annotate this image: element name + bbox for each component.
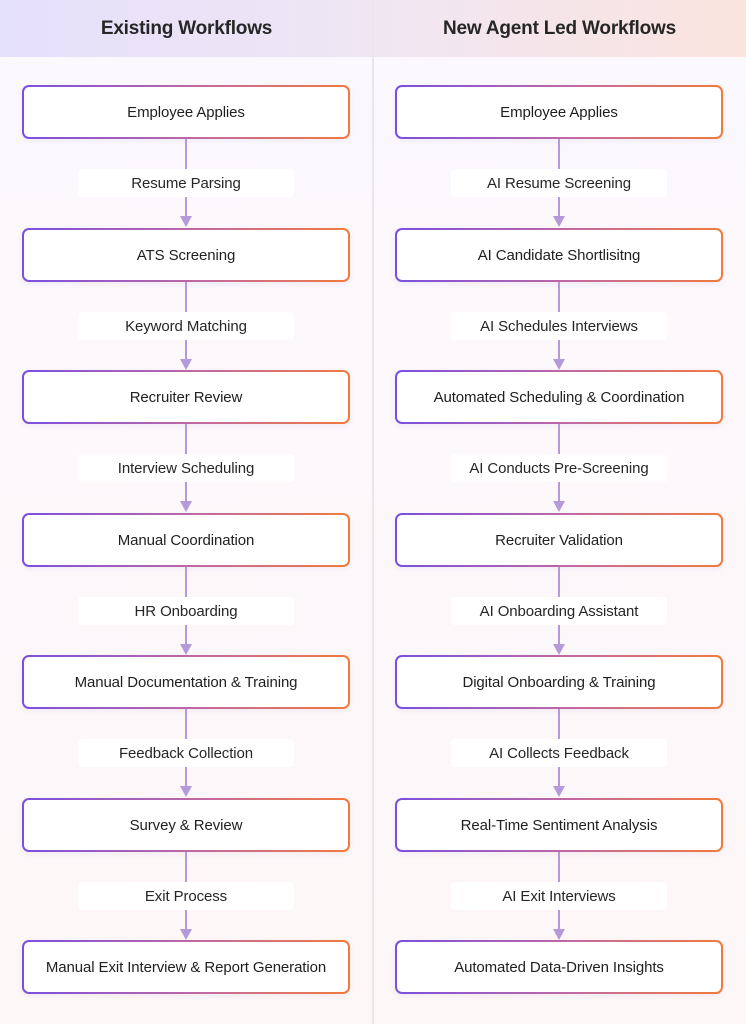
step-label: Recruiter Review: [24, 372, 348, 422]
step-node: [22, 85, 350, 139]
transition-label: Feedback Collection: [78, 739, 294, 767]
step-label: Manual Exit Interview & Report Generation: [24, 942, 348, 992]
arrow-down-icon: [553, 501, 565, 512]
transition-label: AI Collects Feedback: [451, 739, 667, 767]
step-connector: [395, 139, 723, 228]
agent-led-workflows-title: New Agent Led Workflows: [443, 18, 676, 39]
step-node: [395, 228, 723, 282]
step-node: [22, 513, 350, 567]
step-node: [22, 228, 350, 282]
step-connector: [395, 852, 723, 941]
step-node: [395, 370, 723, 424]
step-node: [395, 798, 723, 852]
step-label: Automated Scheduling & Coordination: [397, 372, 721, 422]
step-node: [22, 798, 350, 852]
step-label: Manual Coordination: [24, 515, 348, 565]
transition-label: Resume Parsing: [78, 169, 294, 197]
step-label: Recruiter Validation: [397, 515, 721, 565]
transition-label: Keyword Matching: [78, 312, 294, 340]
arrow-down-icon: [180, 359, 192, 370]
existing-workflows-title: Existing Workflows: [100, 18, 273, 39]
transition-label: Interview Scheduling: [78, 454, 294, 482]
arrow-down-icon: [180, 501, 192, 512]
arrow-down-icon: [180, 786, 192, 797]
step-node: [22, 655, 350, 709]
arrow-down-icon: [553, 359, 565, 370]
arrow-down-icon: [553, 786, 565, 797]
step-connector: [22, 567, 350, 656]
arrow-down-icon: [180, 929, 192, 940]
step-connector: [395, 709, 723, 798]
step-label: Survey & Review: [24, 800, 348, 850]
arrow-down-icon: [553, 644, 565, 655]
step-node: [395, 655, 723, 709]
step-connector: [22, 282, 350, 371]
step-node: [395, 940, 723, 994]
step-label: ATS Screening: [24, 230, 348, 280]
step-connector: [395, 567, 723, 656]
step-label: Employee Applies: [397, 87, 721, 137]
arrow-down-icon: [180, 644, 192, 655]
arrow-down-icon: [553, 216, 565, 227]
step-connector: [22, 139, 350, 228]
step-connector: [22, 709, 350, 798]
arrow-down-icon: [553, 929, 565, 940]
step-connector: [395, 424, 723, 513]
transition-label: AI Conducts Pre-Screening: [451, 454, 667, 482]
transition-label: AI Onboarding Assistant: [451, 597, 667, 625]
existing-workflow-column: [22, 0, 350, 1024]
transition-label: AI Resume Screening: [451, 169, 667, 197]
agent-led-workflow-column: [395, 0, 723, 1024]
step-label: Real-Time Sentiment Analysis: [397, 800, 721, 850]
step-label: Employee Applies: [24, 87, 348, 137]
step-label: AI Candidate Shortlisitng: [397, 230, 721, 280]
step-node: [395, 85, 723, 139]
step-connector: [22, 852, 350, 941]
transition-label: AI Exit Interviews: [451, 882, 667, 910]
step-label: Automated Data-Driven Insights: [397, 942, 721, 992]
transition-label: Exit Process: [78, 882, 294, 910]
step-label: Digital Onboarding & Training: [397, 657, 721, 707]
transition-label: AI Schedules Interviews: [451, 312, 667, 340]
step-label: Manual Documentation & Training: [24, 657, 348, 707]
step-node: [395, 513, 723, 567]
step-connector: [395, 282, 723, 371]
step-connector: [22, 424, 350, 513]
arrow-down-icon: [180, 216, 192, 227]
step-node: [22, 370, 350, 424]
transition-label: HR Onboarding: [78, 597, 294, 625]
step-node: [22, 940, 350, 994]
column-divider: [372, 0, 374, 1024]
